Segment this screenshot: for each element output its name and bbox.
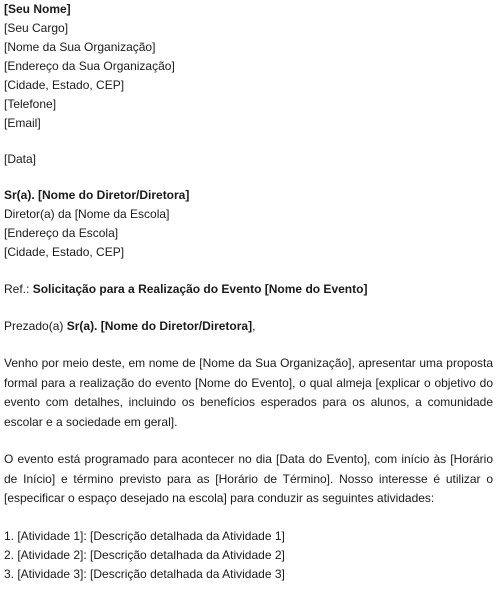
greeting-name: Sr(a). [Nome do Diretor/Diretora] — [66, 319, 253, 333]
spacer — [4, 262, 496, 280]
sender-name: [Seu Nome] — [4, 2, 71, 16]
sender-organization: [Nome da Sua Organização] — [4, 40, 156, 54]
spacer — [4, 169, 496, 186]
greeting-suffix: , — [252, 319, 256, 333]
greeting-line — [4, 317, 496, 336]
subject-label: Ref.: — [4, 282, 30, 296]
recipient-block — [4, 186, 496, 262]
sender-block — [4, 0, 496, 133]
subject-text: Solicitação para a Realização do Evento [Nome do Evento] — [32, 282, 368, 296]
sender-address: [Endereço da Sua Organização] — [4, 59, 175, 73]
recipient-city: [Cidade, Estado, CEP] — [4, 245, 125, 259]
list-item: 1. [Atividade 1]: [Descrição detalhada da Atividade 1] — [4, 528, 285, 543]
spacer — [4, 509, 496, 527]
sender-city: [Cidade, Estado, CEP] — [4, 78, 125, 92]
spacer — [4, 133, 496, 150]
recipient-name: Sr(a). [Nome do Diretor/Diretora] — [4, 188, 190, 202]
list-item: 2. [Atividade 2]: [Descrição detalhada da Atividade 2] — [4, 547, 285, 562]
subject-line — [4, 280, 496, 299]
body-paragraph-1-wrapper — [4, 354, 496, 432]
sender-phone: [Telefone] — [4, 97, 57, 111]
greeting-prefix: Prezado(a) — [4, 319, 64, 333]
recipient-role: Diretor(a) da [Nome da Escola] — [4, 207, 170, 221]
body-paragraph-1: Venho por meio deste, em nome de [Nome da Sua Organização], apresentar uma proposta formal para a realização do evento [Nome do Evento], o qual almeja [explicar o objetivo do evento com detalhes, incluindo os benefícios esperados para os alunos, a comunidade escolar e a sociedade em geral]. — [4, 356, 493, 429]
letter-date: [Data] — [4, 152, 37, 166]
spacer — [4, 299, 496, 317]
spacer — [4, 432, 496, 450]
spacer — [4, 336, 496, 354]
body-paragraph-2: O evento está programado para acontecer no dia [Data do Evento], com início às [Horário de Início] e término previsto para as [Horário de Término]. Nosso interesse é utilizar o [especificar o espaço desejado na escola] para conduzir as seguintes atividades: — [4, 452, 493, 505]
sender-title: [Seu Cargo] — [4, 21, 69, 35]
activity-list — [4, 527, 496, 584]
recipient-address: [Endereço da Escola] — [4, 226, 119, 240]
sender-email: [Email] — [4, 116, 41, 130]
body-paragraph-2-wrapper — [4, 450, 496, 509]
list-item: 3. [Atividade 3]: [Descrição detalhada da Atividade 3] — [4, 566, 285, 581]
